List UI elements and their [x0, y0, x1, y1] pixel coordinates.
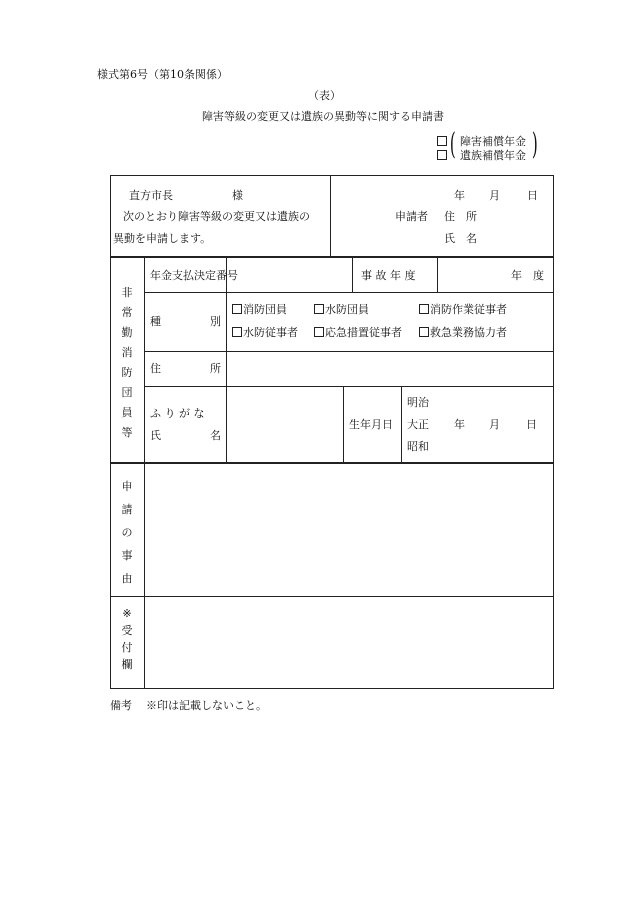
type-option-ambulance-cooperator[interactable]: 救急業務協力者	[419, 327, 507, 338]
applicant-label: 申請者	[395, 210, 428, 223]
era-meiji: 明治	[407, 396, 429, 409]
applicant-address-field[interactable]	[480, 207, 550, 225]
left-brace: (	[449, 127, 456, 162]
checkbox-survivor-pension[interactable]	[437, 150, 447, 160]
furigana-label: ふ り が な	[150, 407, 205, 420]
pension-decision-number-label: 年金支払決定番号	[150, 269, 238, 282]
era-showa: 昭和	[407, 440, 429, 453]
reason-vertical-label: 申 請 の 事 由	[121, 480, 133, 585]
pension-decision-number-field[interactable]	[228, 260, 351, 291]
applicant-name-label: 氏 名	[444, 232, 477, 245]
type-option-fire-worker[interactable]: 消防作業従事者	[419, 304, 507, 315]
option-survivor-pension: 遺族補償年金	[460, 149, 526, 162]
form-number: 様式第6号（第10条関係）	[97, 68, 228, 81]
option-disability-pension: 障害補償年金	[460, 135, 526, 148]
checkbox-icon	[314, 304, 324, 314]
date-year-label: 年	[454, 189, 465, 202]
addressee-honorific: 様	[232, 189, 243, 202]
member-name-field[interactable]	[228, 388, 342, 460]
type-option-flood-corps[interactable]: 水防団員	[314, 304, 369, 315]
type-label-right: 別	[210, 315, 221, 328]
accident-year-unit: 年 度	[511, 269, 544, 282]
reason-field[interactable]	[146, 466, 552, 594]
date-day-label: 日	[527, 189, 538, 202]
era-taisho: 大正	[407, 418, 429, 431]
request-line-1: 次のとおり障害等級の変更又は遺族の	[123, 210, 310, 223]
type-label-left: 種	[150, 315, 161, 328]
applicant-name-field[interactable]	[480, 229, 550, 247]
accident-year-label: 事 故 年 度	[361, 269, 416, 282]
footer-note: ※印は記載しないこと。	[146, 699, 267, 712]
checkbox-icon	[314, 327, 324, 337]
checkbox-icon	[419, 304, 429, 314]
right-brace: )	[531, 127, 538, 162]
birth-date-label: 生年月日	[349, 418, 393, 431]
member-address-field[interactable]	[228, 353, 552, 385]
birth-day-unit: 日	[526, 418, 537, 431]
type-option-fire-corps[interactable]: 消防団員	[232, 304, 287, 315]
type-option-emergency-worker[interactable]: 応急措置従事者	[314, 327, 402, 338]
addressee: 直方市長	[129, 189, 173, 202]
birth-month-unit: 月	[489, 418, 500, 431]
type-option-flood-worker[interactable]: 水防従事者	[232, 327, 298, 338]
applicant-address-label: 住 所	[444, 210, 477, 223]
page-title: 障害等級の変更又は遺族の異動等に関する申請書	[202, 110, 444, 123]
checkbox-icon	[232, 327, 242, 337]
reception-vertical-label: ※ 受 付 欄	[121, 607, 133, 671]
section1-vertical-label: 非 常 勤 消 防 団 員 等	[121, 286, 133, 439]
date-month-label: 月	[489, 189, 500, 202]
footer-label: 備考	[110, 699, 132, 712]
birth-year-unit: 年	[454, 418, 465, 431]
accident-year-field[interactable]	[439, 260, 509, 291]
member-address-label-left: 住	[150, 362, 161, 375]
checkbox-disability-pension[interactable]	[437, 136, 447, 146]
request-line-2: 異動を申請します。	[113, 232, 212, 245]
reception-field	[146, 598, 552, 687]
form-side: （表）	[308, 89, 341, 102]
checkbox-icon	[232, 304, 242, 314]
checkbox-icon	[419, 327, 429, 337]
member-name-label-right: 名	[210, 429, 221, 442]
member-name-label-left: 氏	[150, 429, 161, 442]
member-address-label-right: 所	[210, 362, 221, 375]
